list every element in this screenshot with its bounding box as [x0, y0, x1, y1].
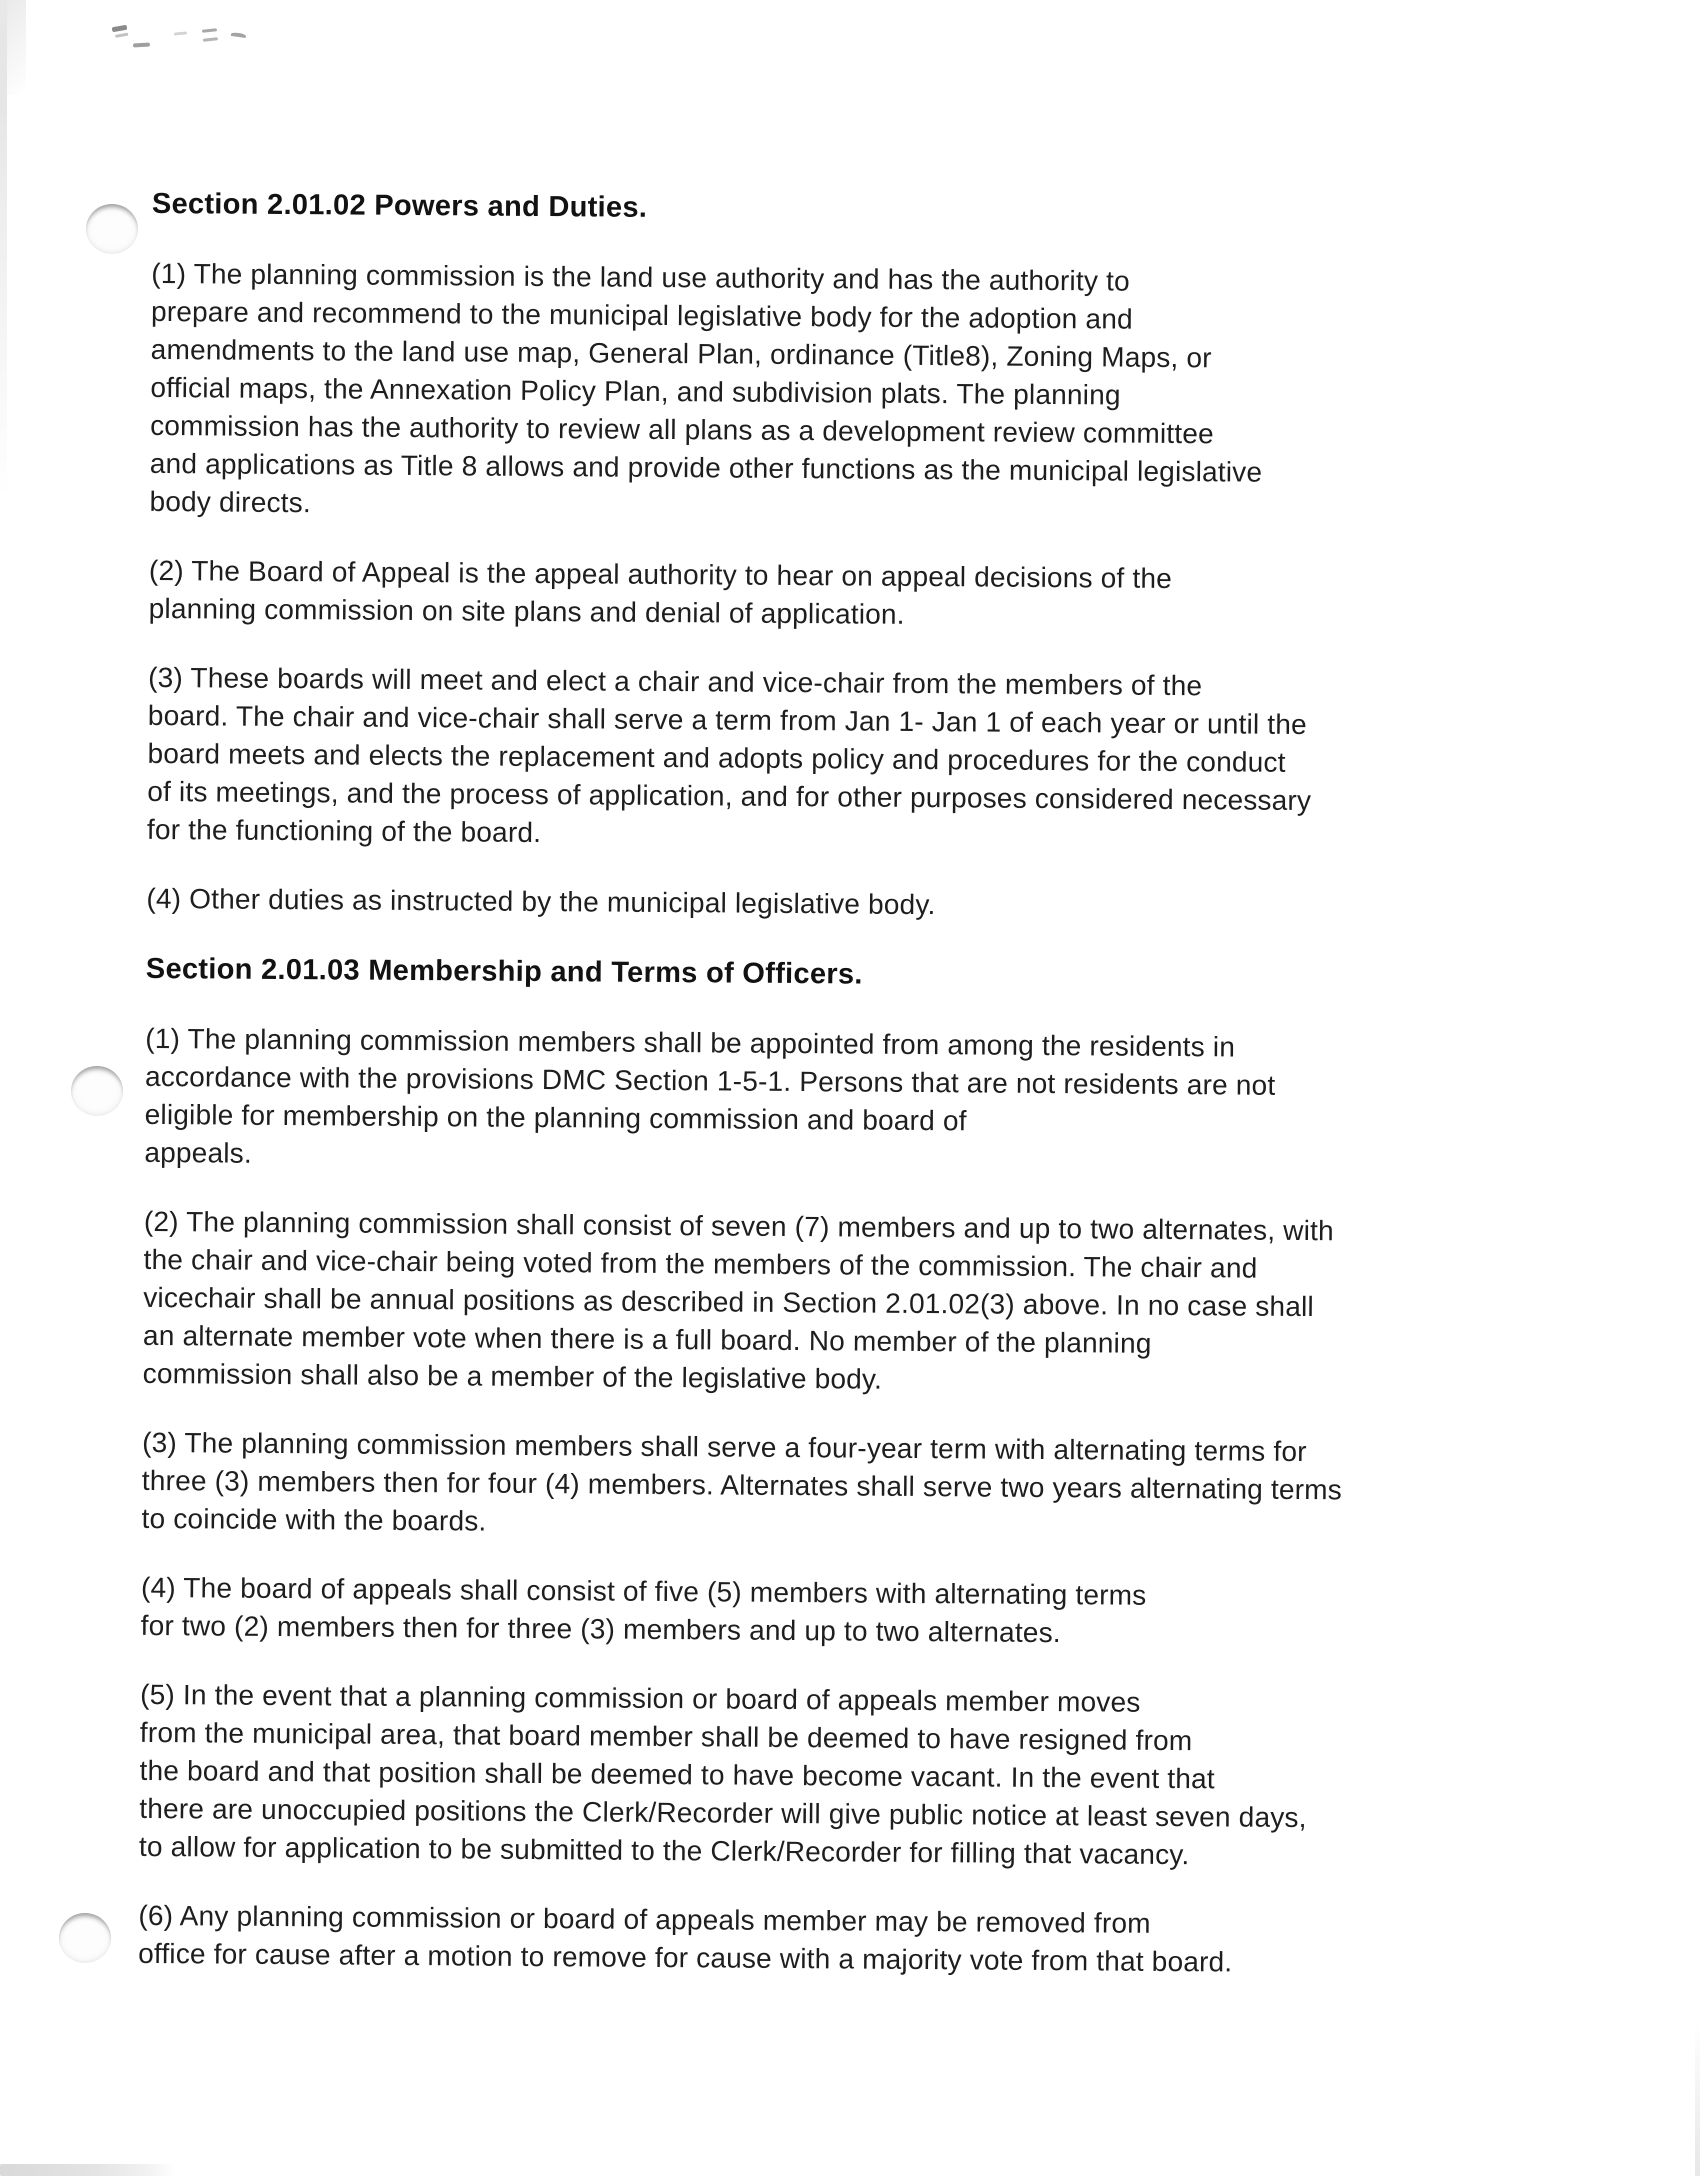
paragraph-membership-6: (6) Any planning commission or board of appeals member may be removed from office for cause after a motion to remove for cause with a majority vote from that board.: [138, 1899, 1233, 1978]
paragraph-powers-1: (1) The planning commission is the land use authority and has the authority to prepare and recommend to the municipal legislative body for the adoption and amendments to the land use map, General Plan, ordinance (Title8), Zoning Maps, or official maps, the Annexation Policy Plan, and subdivision plats. The planning commission has the authority to review all plans as a development review committee and applications as Title 8 allows and provide other functions as the municipal legislative body directs.: [149, 257, 1263, 519]
paragraph-membership-1: (1) The planning commission members shall be appointed from among the residents in accordance with the provisions DMC Section 1-5-1. Persons that are not residents are not eligible for membership on the planning commission and board of appeals.: [144, 1022, 1276, 1169]
paragraph-membership-3: (3) The planning commission members shall serve a four-year term with alternating terms for three (3) members then for four (4) members. Alternates shall serve two years alternating terms to coincide with the boards.: [141, 1426, 1343, 1537]
paragraph-powers-4: (4) Other duties as instructed by the municipal legislative body.: [146, 882, 936, 921]
paragraph-powers-2: (2) The Board of Appeal is the appeal authority to hear on appeal decisions of the planning commission on site plans and denial of application.: [148, 554, 1173, 630]
paragraph-membership-5: (5) In the event that a planning commission or board of appeals member moves from the municipal area, that board member shall be deemed to have resigned from the board and that position shall be deemed to have become vacant. In the event that there are unoccupied positions the Clerk/Recorder will give public notice at least seven days, to allow for application to be submitted to the Clerk/Recorder for filling that vacancy.: [138, 1678, 1307, 1871]
paragraph-powers-3: (3) These boards will meet and elect a chair and vice-chair from the members of the board. The chair and vice-chair shall serve a term from Jan 1- Jan 1 of each year or until the board meets and elects the replacement and adopts policy and procedures for the conduct of its meetings, and the process of application, and for other purposes considered necessary for the functioning of the board.: [146, 661, 1312, 849]
section-heading-membership-and-terms: Section 2.01.03 Membership and Terms of Officers.: [145, 952, 863, 991]
section-heading-powers-and-duties: Section 2.01.02 Powers and Duties.: [151, 187, 648, 224]
paragraph-membership-2: (2) The planning commission shall consist of seven (7) members and up to two alternates, with the chair and vice-chair being voted from the members of the commission. The chair and vicechair shall be annual positions as described in Section 2.01.02(3) above. In no case shall an alternate member vote when there is a full board. No member of the planning commission shall also be a member of the legislative body.: [142, 1205, 1334, 1395]
paragraph-membership-4: (4) The board of appeals shall consist of five (5) members with alternating terms for two (2) members then for three (3) members and up to two alternates.: [140, 1571, 1147, 1649]
scan-edge-right: [1695, 2020, 1700, 2176]
scan-bottom-smudge: [0, 2164, 175, 2176]
